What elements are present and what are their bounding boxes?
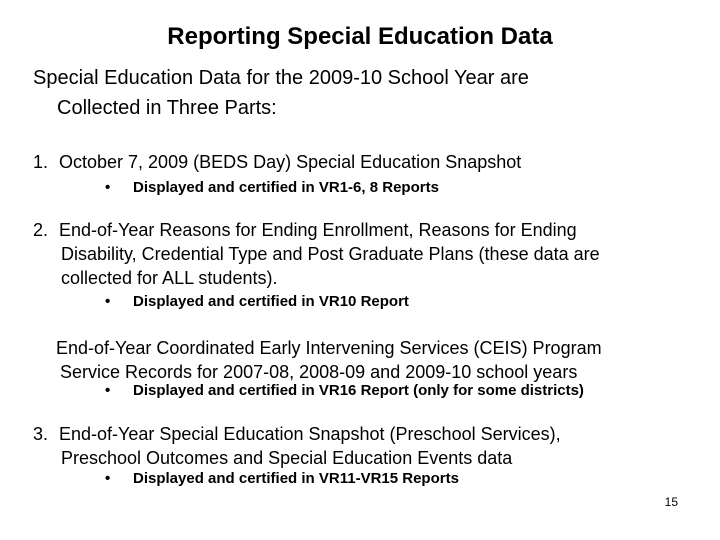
ceis-line: End-of-Year Coordinated Early Intervening Services (CEIS) Program: [56, 338, 602, 358]
item-line: October 7, 2009 (BEDS Day) Special Education Snapshot: [59, 152, 522, 172]
bullet-text: Displayed and certified in VR11-VR15 Reports: [133, 470, 459, 487]
item-number: 2.: [33, 220, 49, 240]
bullet-symbol: •: [105, 470, 111, 487]
bullet-ceis: [105, 382, 584, 400]
list-item-3: [33, 422, 703, 470]
bullet-text: Displayed and certified in VR1-6, 8 Reports: [133, 179, 439, 196]
bullet-text: Displayed and certified in VR16 Report (only for some districts): [133, 382, 584, 399]
item-line: End-of-Year Special Education Snapshot (Preschool Services),: [59, 424, 561, 444]
list-item-2: [33, 218, 703, 290]
bullet-item-2: [105, 293, 409, 311]
intro-line-1: Special Education Data for the 2009-10 School Year are: [33, 67, 529, 89]
ceis-line: Service Records for 2007-08, 2008-09 and 2009-10 school years: [60, 362, 578, 382]
bullet-text: Displayed and certified in VR10 Report: [133, 293, 409, 310]
bullet-item-3: [105, 470, 459, 488]
item-line: collected for ALL students).: [61, 268, 278, 288]
list-item-1: [33, 150, 703, 174]
item-line: Disability, Credential Type and Post Graduate Plans (these data are: [61, 244, 600, 264]
item-line: Preschool Outcomes and Special Education Events data: [61, 448, 513, 468]
item-number: 3.: [33, 424, 49, 444]
bullet-symbol: •: [105, 382, 111, 399]
item-line: End-of-Year Reasons for Ending Enrollment, Reasons for Ending: [59, 220, 577, 240]
intro-line-2: Collected in Three Parts:: [57, 97, 277, 119]
bullet-symbol: •: [105, 293, 111, 310]
slide-title: Reporting Special Education Data: [167, 23, 553, 50]
ceis-paragraph: [56, 336, 696, 384]
bullet-symbol: •: [105, 179, 111, 196]
item-number: 1.: [33, 152, 49, 172]
bullet-item-1: [105, 179, 439, 197]
intro-text: [33, 63, 693, 123]
page-number: 15: [664, 495, 678, 509]
